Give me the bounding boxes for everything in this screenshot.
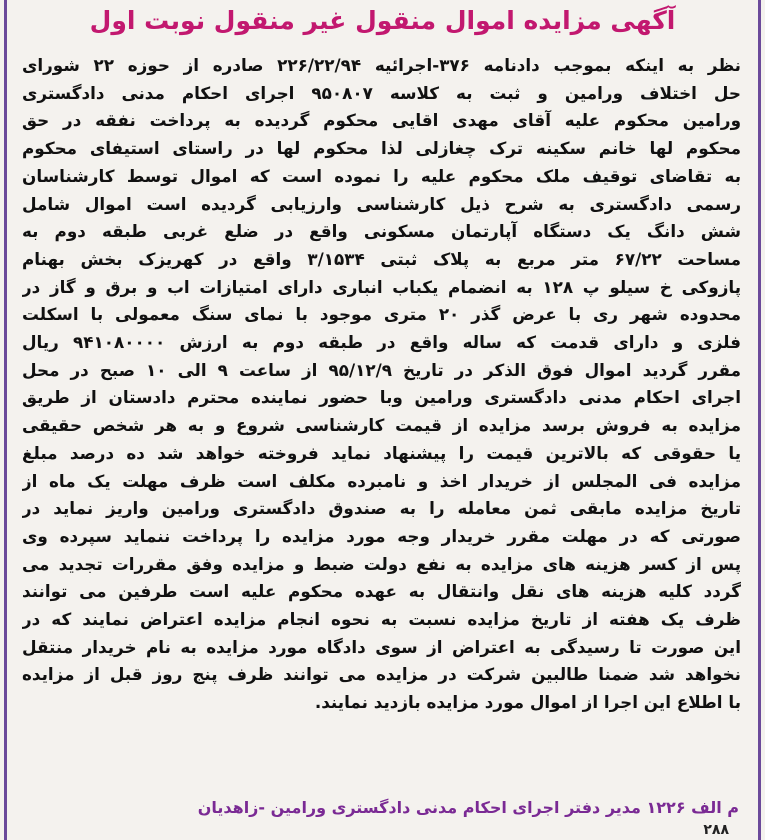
notice-body-line: مزایده فی المجلس از خریدار اخذ و نامبرده مکلف است ظرف مهلت یک ماه از (22, 470, 741, 491)
notice-body-line: محدوده شهر ری با عرض گذر ۲۰ متری موجود با نمای سنگ معمولی با اسکلت (22, 304, 741, 325)
notice-body-line: به تقاضای توقیف ملک محکوم علیه را نموده است که اموال توسط کارشناسان (22, 165, 741, 186)
page-number: ۲۸۸ (703, 822, 729, 838)
notice-body-line: گردد کلیه هزینه های نقل وانتقال به عهده محکوم علیه است طرفین می توانند (22, 581, 741, 602)
right-border-rule (758, 0, 761, 840)
notice-body-line: مزایده به فروش برسد مزایده از قیمت کارشناسی شروع و به هر شخص حقیقی (22, 415, 741, 436)
notice-body-line: ورامین محکوم علیه آقای مهدی اقایی محکوم گردیده به پرداخت نفقه در حق (22, 110, 741, 131)
notice-body-line: مساحت ۶۷/۲۲ متر مربع به پلاک ثبتی ۳/۱۵۳۴ واقع در کهریزک بخش بهنام (22, 248, 741, 269)
notice-body-line: ظرف یک هفته از تاریخ مزایده نسبت به نحوه انجام مزایده اعتراض نمایند که در (22, 609, 741, 630)
notice-body-line: شش دانگ یک دستگاه آپارتمان مسکونی واقع در ضلع غربی طبقه دوم به (22, 221, 741, 242)
notice-body-line: حل اختلاف ورامین و ثبت به کلاسه ۹۵۰۸۰۷ اجرای احکام مدنی دادگستری (22, 82, 741, 103)
notice-body-line: مقرر گردید اموال فوق الذکر در تاریخ ۹۵/۱۲/۹ از ساعت ۹ الی ۱۰ صبح در محل (22, 359, 741, 380)
notice-body-line: فلزی و دارای قدمت که ساله واقع در طبقه دوم به ارزش ۹۴۱۰۸۰۰۰۰ ریال (22, 332, 741, 353)
notice-title: آگهی مزایده اموال منقول غیر منقول نوبت اول (89, 6, 676, 35)
notice-body-line: نخواهد شد ضمنا طالبین شرکت در مزایده می توانند ظرف پنج روز قبل از مزایده (22, 664, 741, 685)
notice-body (22, 52, 741, 717)
notice-footer: م الف ۱۲۲۶ مدیر دفتر اجرای احکام مدنی دادگستری ورامین -زاهدیان (197, 798, 739, 817)
notice-body-line: رسمی دادگستری به شرح ذیل کارشناسی وارزیابی گردیده است اموال شامل (22, 193, 741, 214)
notice-body-line: پس از کسر هزینه های مزایده به نفع دولت ضبط و مزایده وفق مقررات تجدید می (22, 553, 741, 574)
notice-body-line: این صورت تا رسیدگی به اعتراض از سوی دادگاه مورد مزایده به نام خریدار منتقل (22, 636, 741, 657)
notice-body-line: محکوم لها خانم سکینه ترک چغازلی لذا محکوم لها در راستای استیفای محکوم (22, 138, 741, 159)
notice-body-line: با اطلاع این اجرا از اموال مورد مزایده بازدید نمایند. (314, 692, 741, 713)
notice-body-line: اجرای احکام مدنی دادگستری ورامین وبا حضور نماینده محترم دادستان از طریق (22, 387, 741, 408)
notice-body-line: نظر به اینکه بموجب دادنامه ۳۷۶-اجرائیه ۲۲۶/۲۲/۹۴ صادره از حوزه ۲۲ شورای (22, 55, 741, 75)
notice-body-line: تاریخ مزایده مابقی ثمن معامله را به صندوق دادگستری ورامین واریز نماید در (22, 498, 741, 519)
notice-body-line: یا حقوقی که بالاترین قیمت را پیشنهاد نماید فروخته خواهد شد ده درصد مبلغ (22, 442, 741, 463)
left-border-rule (4, 0, 7, 840)
notice-body-line: صورتی که در مهلت مقرر خریدار وجه مورد مزایده را پرداخت ننماید سپرده وی (22, 525, 741, 546)
notice-body-line: پازوکی خ سیلو پ ۱۲۸ به انضمام یکباب انباری دارای امتیازات اب و برق و گاز در (22, 276, 741, 297)
